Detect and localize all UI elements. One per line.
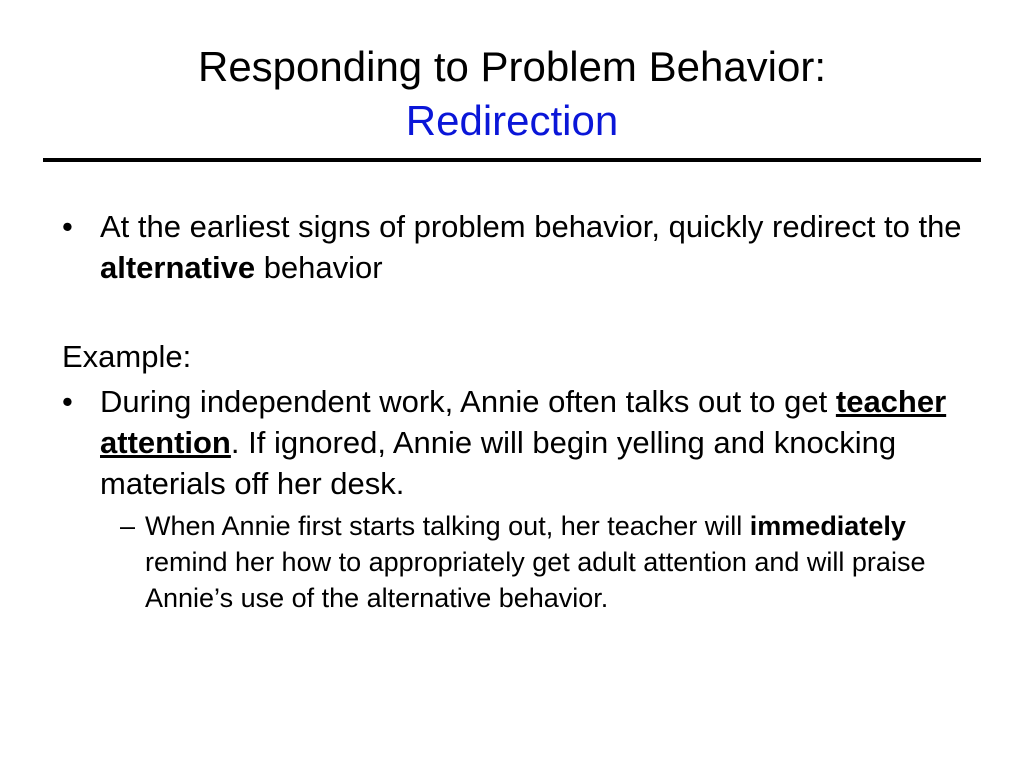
title-divider — [43, 158, 981, 162]
sub-bullet-marker: – — [120, 511, 136, 541]
spacer — [62, 288, 962, 336]
bullet-bold-teacher-attention: teacher attention — [100, 384, 947, 460]
bullet-bold-alternative: alternative — [100, 250, 256, 285]
bullet-marker: • — [62, 384, 73, 419]
bullet-text-part1: At the earliest signs of problem behavior, quickly redirect to the — [100, 209, 962, 244]
bullet-earliest-signs — [62, 206, 962, 288]
bullet-marker: • — [62, 209, 73, 244]
bullet-text-part1: During independent work, Annie often talks out to get — [100, 384, 836, 419]
title-main: Responding to Problem Behavior: — [197, 43, 827, 90]
slide-body — [62, 206, 962, 616]
bullet-annie-example — [62, 381, 962, 504]
title-subtitle: Redirection — [405, 97, 619, 144]
sub-bullet-bold-immediately: immediately — [749, 511, 906, 541]
example-label: Example: — [62, 339, 192, 374]
sub-bullet-teacher-response — [120, 508, 962, 616]
slide-title — [0, 40, 1024, 148]
sub-bullet-text-part2: remind her how to appropriately get adult attention and will praise Annie’s use of the alternative behavior. — [145, 547, 926, 613]
bullet-text-part2: behavior — [255, 250, 383, 285]
bullet-text-part2: . If ignored, Annie will begin yelling and knocking materials off her desk. — [100, 425, 897, 501]
sub-bullet-text-part1: When Annie first starts talking out, her teacher will — [145, 511, 750, 541]
